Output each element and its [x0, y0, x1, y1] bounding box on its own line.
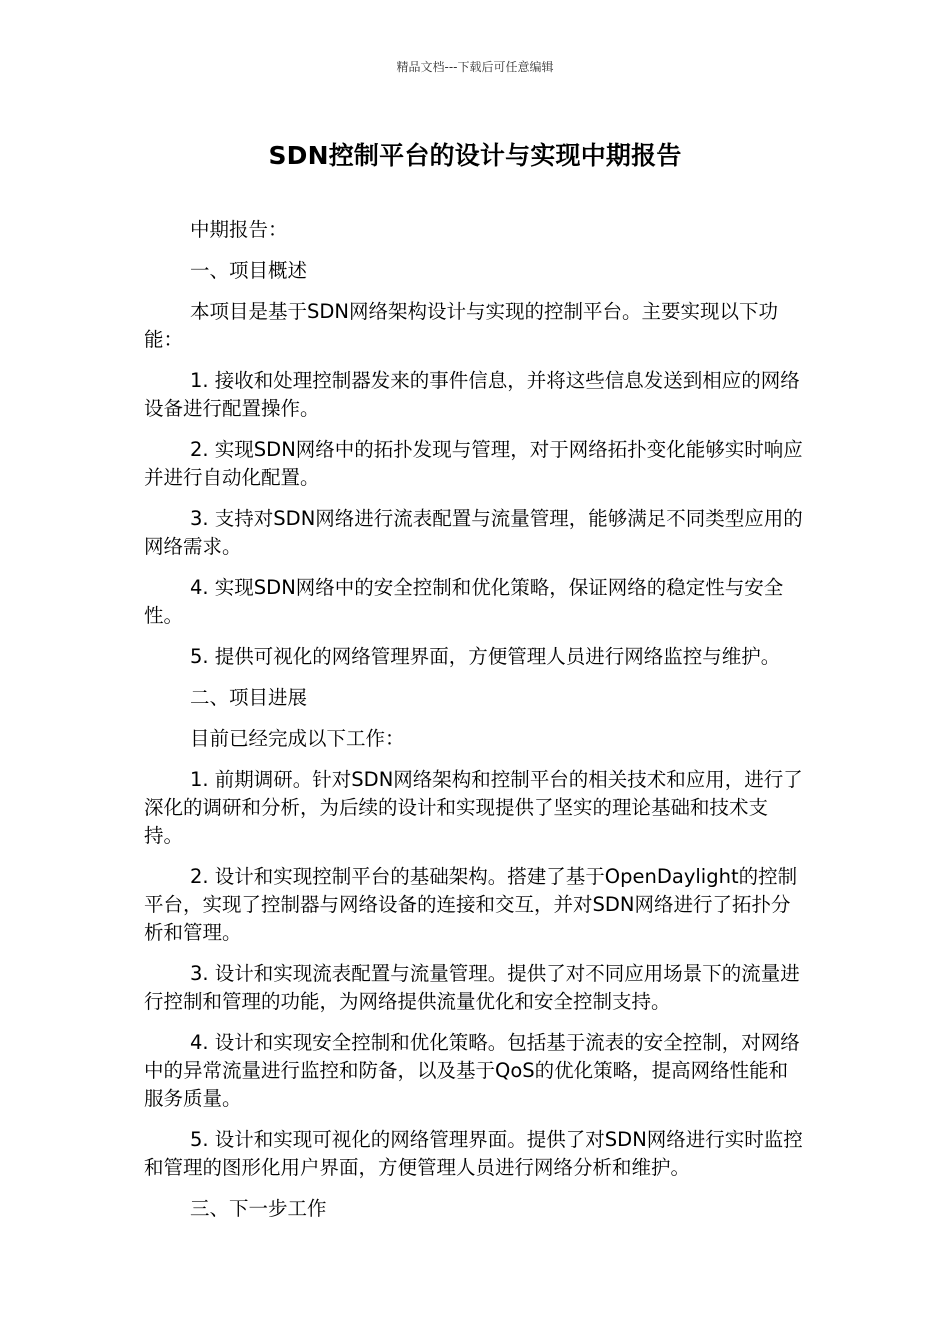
list-item: 3. 支持对SDN网络进行流表配置与流量管理，能够满足不同类型应用的网络需求。 — [144, 507, 803, 558]
paragraph: 本项目是基于SDN网络架构设计与实现的控制平台。主要实现以下功能： — [144, 300, 778, 351]
list-item: 1. 前期调研。针对SDN网络架构和控制平台的相关技术和应用，进行了深化的调研和分析，为后续的设计和实现提供了坚实的理论基础和技术支持。 — [144, 768, 803, 847]
list-item: 5. 提供可视化的网络管理界面，方便管理人员进行网络监控与维护。 — [190, 645, 781, 668]
paragraph: 目前已经完成以下工作： — [190, 727, 405, 750]
list-item: 1. 接收和处理控制器发来的事件信息，并将这些信息发送到相应的网络设备进行配置操作。 — [144, 369, 800, 420]
list-item: 3. 设计和实现流表配置与流量管理。提供了对不同应用场景下的流量进行控制和管理的功能，为网络提供流量优化和安全控制支持。 — [144, 962, 800, 1013]
document-body — [144, 216, 806, 1236]
list-item: 2. 实现SDN网络中的拓扑发现与管理，对于网络拓扑变化能够实时响应并进行自动化配置。 — [144, 438, 803, 489]
section-heading: 一、项目概述 — [190, 259, 308, 282]
section-heading: 三、下一步工作 — [190, 1197, 327, 1220]
paragraph: 中期报告： — [190, 218, 288, 241]
list-item: 2. 设计和实现控制平台的基础架构。搭建了基于OpenDaylight的控制平台，实现了控制器与网络设备的连接和交互，并对SDN网络进行了拓扑分析和管理。 — [144, 865, 798, 944]
list-item: 4. 实现SDN网络中的安全控制和优化策略，保证网络的稳定性与安全性。 — [144, 576, 784, 627]
header-note: 精品文档---下载后可任意编辑 — [396, 60, 554, 74]
document-title: SDN控制平台的设计与实现中期报告 — [268, 141, 682, 170]
list-item: 4. 设计和实现安全控制和优化策略。包括基于流表的安全控制，对网络中的异常流量进行监控和防备，以及基于QoS的优化策略，提高网络性能和服务质量。 — [144, 1031, 800, 1110]
section-heading: 二、项目进展 — [190, 686, 308, 709]
list-item: 5. 设计和实现可视化的网络管理界面。提供了对SDN网络进行实时监控和管理的图形化用户界面，方便管理人员进行网络分析和维护。 — [144, 1128, 803, 1179]
